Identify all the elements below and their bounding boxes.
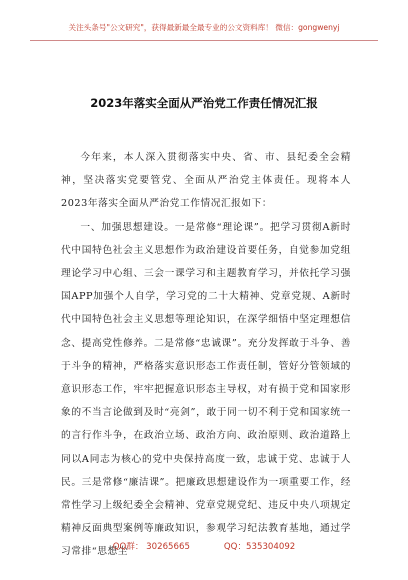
footer-qq-number: QQ：535304092 xyxy=(223,542,296,552)
footer-contacts xyxy=(0,540,408,552)
document-body xyxy=(61,146,351,564)
footer-qq-group: QQ群： 30265665 xyxy=(112,542,190,552)
header-banner: 关注头条号"公文研究"，获得最新最全最专业的公文资料库！ 微信：gongwenyj xyxy=(68,23,340,32)
document-title: 2023年落实全面从严治党工作责任情况汇报 xyxy=(90,96,318,110)
header-divider xyxy=(30,40,378,41)
paragraph-thought-building: 一、加强思想建设。一是常修“理论课”。把学习贯彻A新时代中国特色社会主义思想作为政治建设首要任务，自觉参加党组理论学习中心组、三会一课学习和主题教育学习，并依托学习强国APP加强个人自学，学习党的二十大精神、党章党规、A新时代中国特色社会主义思想等理论知识，在深学细悟中坚定理想信念、提高党性修养。二是常修“忠诚课”。充分发挥敢于斗争、善于斗争的精神，严格落实意识形态工作责任制，管好分管领域的意识形态工作，牢牢把握意识形态主导权，对有损于党和国家形象的不当言论做到及时“亮剑”，敢于同一切不利于党和国家统一的言行作斗争，在政治立场、政治方向、政治原则、政治道路上同以A同志为核心的党中央保持高度一致，忠诚于党、忠诚于人民。三是常修“廉洁课”。把廉政思想建设作为一项重要工作，经常性学习上级纪委全会精神、党章党规党纪、违反中央八项规定精神反面典型案例等廉政知识，参观学习纪法教育基地，通过学习常排“思想尘 xyxy=(61,221,351,558)
paragraph-intro: 今年来，本人深入贯彻落实中央、省、市、县纪委全会精神，坚决落实党要管党、全面从严治党主体责任。现将本人2023年落实全面从严治党工作情况汇报如下： xyxy=(61,152,351,210)
